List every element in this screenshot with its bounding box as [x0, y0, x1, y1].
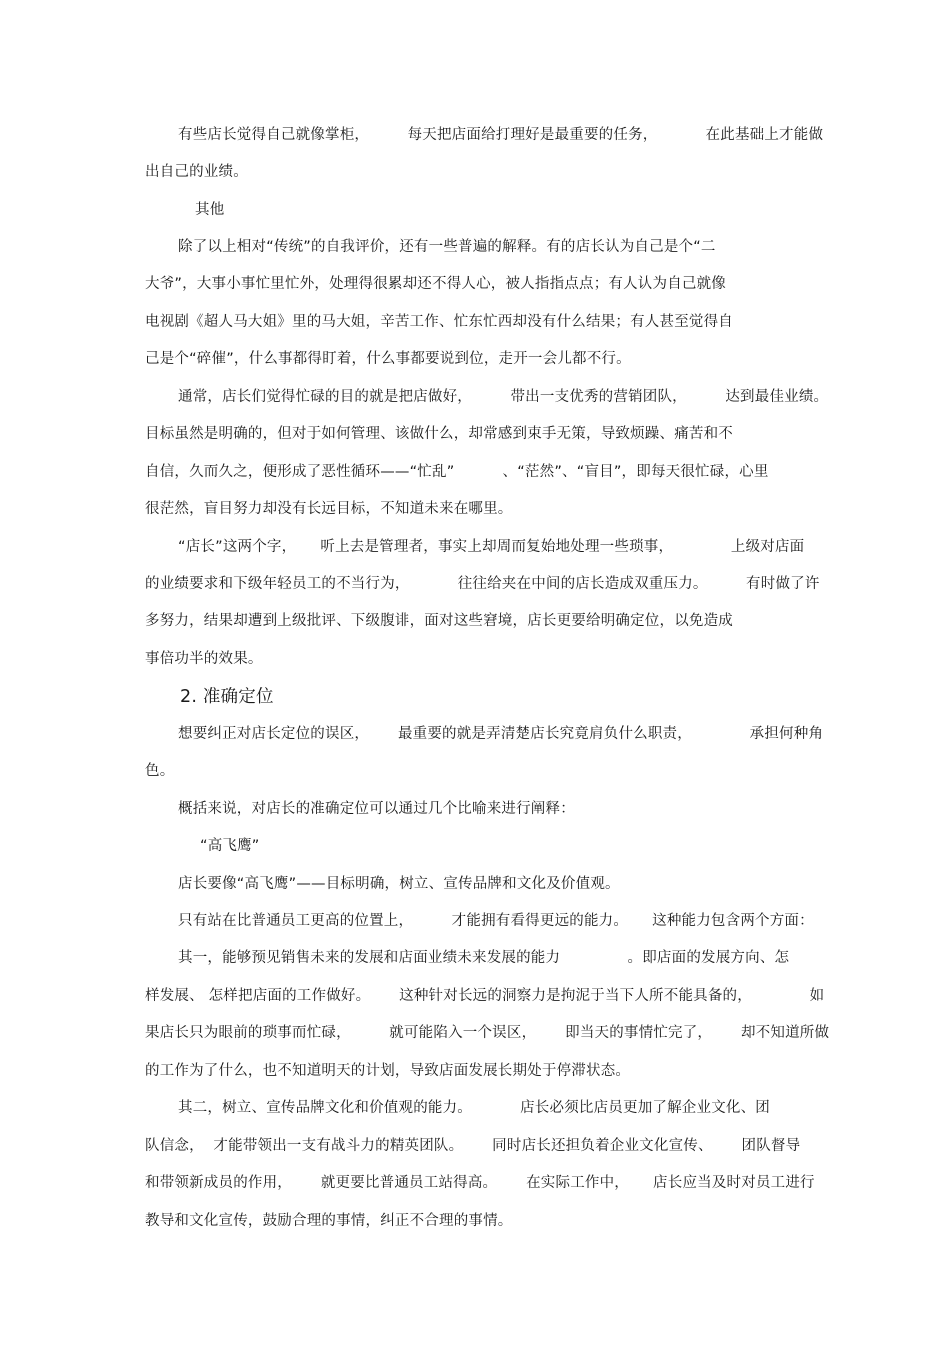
paragraph-line: 目标虽然是明确的，但对于如何管理、该做什么，却常感到束手无策，导致烦躁、痛苦和不 [145, 426, 733, 442]
paragraph-line: 大爷”，大事小事忙里忙外，处理得很累却还不得人心，被人指指点点；有人认为自己就像 [145, 276, 727, 292]
paragraph-line: 店长要像“高飞鹰”——目标明确，树立、宣传品牌和文化及价值观。 [178, 876, 620, 892]
subsection-label: “高飞鹰” [200, 838, 260, 854]
paragraph-line: 多努力，结果却遭到上级批评、下级腹诽，面对这些窘境，店长更要给明确定位，以免造成 [145, 613, 733, 629]
paragraph-line: 只有站在比普通员工更高的位置上， 才能拥有看得更远的能力。 这种能力包含两个方面： [178, 913, 814, 929]
paragraph-line: 很茫然，盲目努力却没有长远目标，不知道未来在哪里。 [145, 501, 513, 517]
paragraph-line: 事倍功半的效果。 [145, 651, 263, 667]
paragraph-line: 其一，能够预见销售未来的发展和店面业绩未来发展的能力 。即店面的发展方向、怎 [178, 950, 790, 966]
paragraph-line: 色。 [145, 763, 175, 779]
paragraph-line: 教导和文化宣传，鼓励合理的事情，纠正不合理的事情。 [145, 1213, 513, 1229]
paragraph-line: 除了以上相对“传统”的自我评价，还有一些普遍的解释。有的店长认为自己是个“二 [178, 239, 716, 255]
paragraph-line: 有些店长觉得自己就像掌柜， 每天把店面给打理好是最重要的任务， 在此基础上才能做 [178, 127, 824, 143]
paragraph-line: 和带领新成员的作用， 就更要比普通员工站得高。 在实际工作中， 店长应当及时对员工进行 [145, 1175, 815, 1191]
paragraph-line: 果店长只为眼前的琐事而忙碌， 就可能陷入一个误区， 即当天的事情忙完了， 却不知道所做 [145, 1025, 830, 1041]
paragraph-line: “店长”这两个字， 听上去是管理者，事实上却周而复始地处理一些琐事， 上级对店面 [178, 539, 805, 555]
paragraph-line: 自信，久而久之，便形成了恶性循环——“忙乱” 、“茫然”、“盲目”，即每天很忙碌，心里 [145, 464, 769, 480]
paragraph-line: 的业绩要求和下级年轻员工的不当行为， 往往给夹在中间的店长造成双重压力。 有时做了许 [145, 576, 820, 592]
section-heading: 2. 准确定位 [180, 687, 274, 707]
paragraph-line: 其二，树立、宣传品牌文化和价值观的能力。 店长必须比店员更加了解企业文化、团 [178, 1100, 770, 1116]
paragraph-line: 队信念， 才能带领出一支有战斗力的精英团队。 同时店长还担负着企业文化宣传、 团队督导 [145, 1138, 801, 1154]
paragraph-line: 样发展、 怎样把店面的工作做好。 这种针对长远的洞察力是拘泥于当下人所不能具备的， 如 [145, 988, 825, 1004]
paragraph-line: 通常，店长们觉得忙碌的目的就是把店做好， 带出一支优秀的营销团队， 达到最佳业绩。 [178, 389, 829, 405]
subsection-label: 其他 [195, 202, 225, 218]
paragraph-line: 的工作为了什么，也不知道明天的计划，导致店面发展长期处于停滞状态。 [145, 1063, 631, 1079]
paragraph-line: 出自己的业绩。 [145, 164, 248, 180]
paragraph-line: 概括来说，对店长的准确定位可以通过几个比喻来进行阐释： [178, 801, 575, 817]
paragraph-line: 己是个“碎催”，什么事都得盯着，什么事都要说到位，走开一会儿都不行。 [145, 351, 631, 367]
paragraph-line: 想要纠正对店长定位的误区， 最重要的就是弄清楚店长究竟肩负什么职责， 承担何种角 [178, 726, 824, 742]
paragraph-line: 电视剧《超人马大姐》里的马大姐，辛苦工作、忙东忙西却没有什么结果；有人甚至觉得自 [145, 314, 733, 330]
